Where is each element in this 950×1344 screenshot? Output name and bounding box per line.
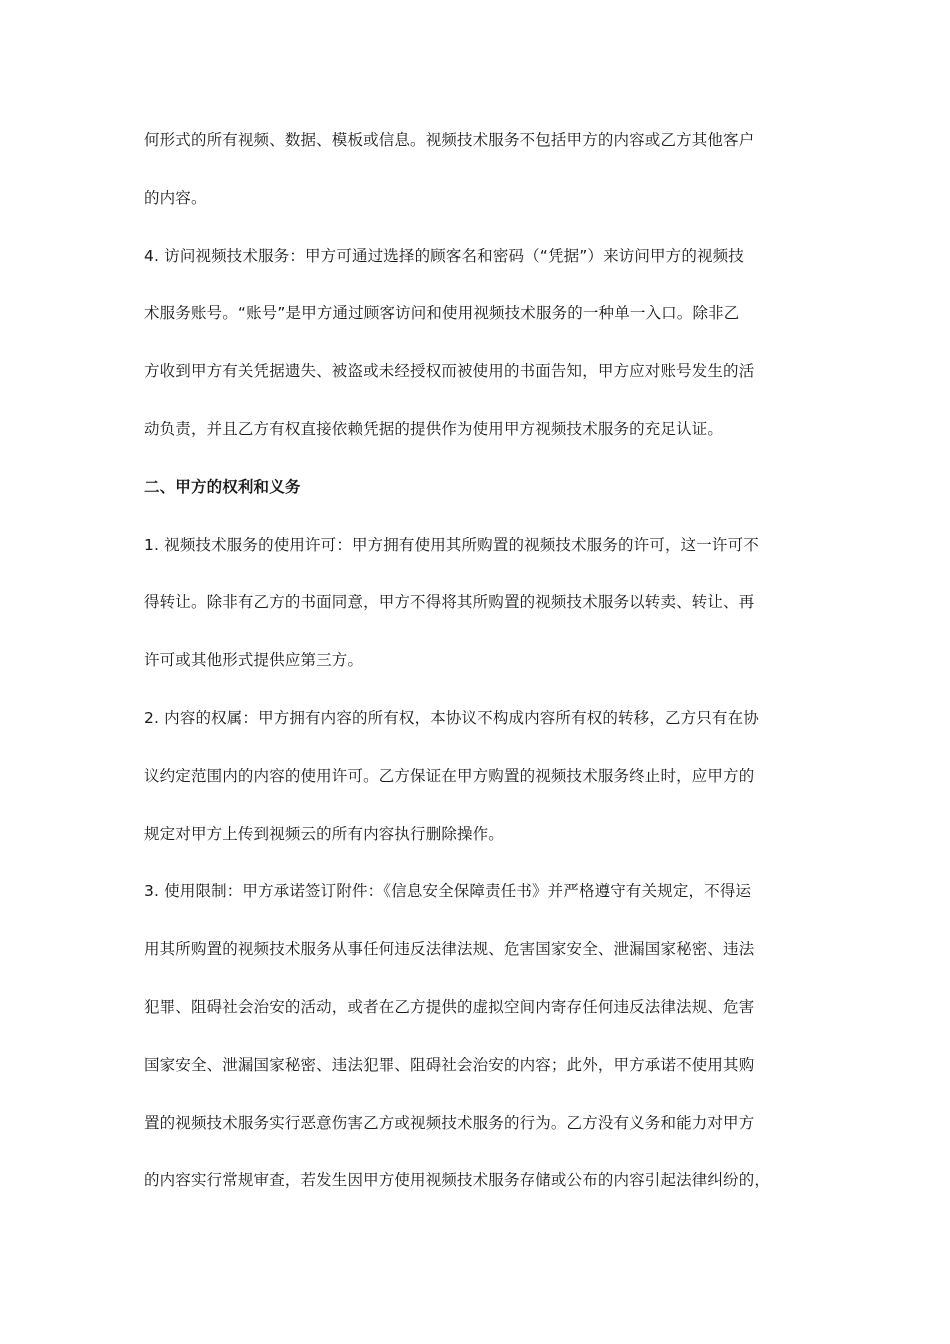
text-line: 议约定范围内的内容的使用许可。乙方保证在甲方购置的视频技术服务终止时，应甲方的	[144, 766, 755, 785]
document-page	[144, 112, 804, 1210]
text-line: 2. 内容的权属：甲方拥有内容的所有权，本协议不构成内容所有权的转移，乙方只有在协	[144, 708, 759, 727]
text-line: 1. 视频技术服务的使用许可：甲方拥有使用其所购置的视频技术服务的许可，这一许可不	[144, 535, 759, 554]
text-line: 置的视频技术服务实行恶意伤害乙方或视频技术服务的行为。乙方没有义务和能力对甲方	[144, 1113, 755, 1132]
text-line: 术服务账号。“账号”是甲方通过顾客访问和使用视频技术服务的一种单一入口。除非乙	[144, 304, 740, 323]
text-line: 3. 使用限制：甲方承诺签订附件：《信息安全保障责任书》并严格遵守有关规定，不得运	[144, 882, 752, 901]
text-line: 4. 访问视频技术服务：甲方可通过选择的顾客名和密码（“凭据”）来访问甲方的视频技	[144, 246, 744, 265]
text-line: 用其所购置的视频技术服务从事任何违反法律法规、危害国家安全、泄漏国家秘密、违法	[144, 940, 755, 959]
text-line: 国家安全、泄漏国家秘密、违法犯罪、阻碍社会治安的内容；此外，甲方承诺不使用其购	[144, 1055, 755, 1074]
text-line: 何形式的所有视频、数据、模板或信息。视频技术服务不包括甲方的内容或乙方其他客户	[144, 131, 755, 149]
text-line: 动负责，并且乙方有权直接依赖凭据的提供作为使用甲方视频技术服务的充足认证。	[144, 419, 724, 438]
text-line: 规定对甲方上传到视频云的所有内容执行删除操作。	[144, 824, 504, 843]
text-line: 的内容实行常规审查，若发生因甲方使用视频技术服务存储或公布的内容引起法律纠纷的，	[144, 1171, 771, 1190]
text-line: 方收到甲方有关凭据遗失、被盗或未经授权而被使用的书面告知，甲方应对账号发生的活	[144, 362, 755, 381]
text-line: 得转让。除非有乙方的书面同意，甲方不得将其所购置的视频技术服务以转卖、转让、再	[144, 593, 755, 612]
text-line: 的内容。	[144, 188, 207, 207]
text-line: 犯罪、阻碍社会治安的活动，或者在乙方提供的虚拟空间内寄存任何违反法律法规、危害	[144, 997, 755, 1016]
section-heading: 二、甲方的权利和义务	[144, 477, 301, 496]
text-line: 许可或其他形式提供应第三方。	[144, 651, 364, 670]
